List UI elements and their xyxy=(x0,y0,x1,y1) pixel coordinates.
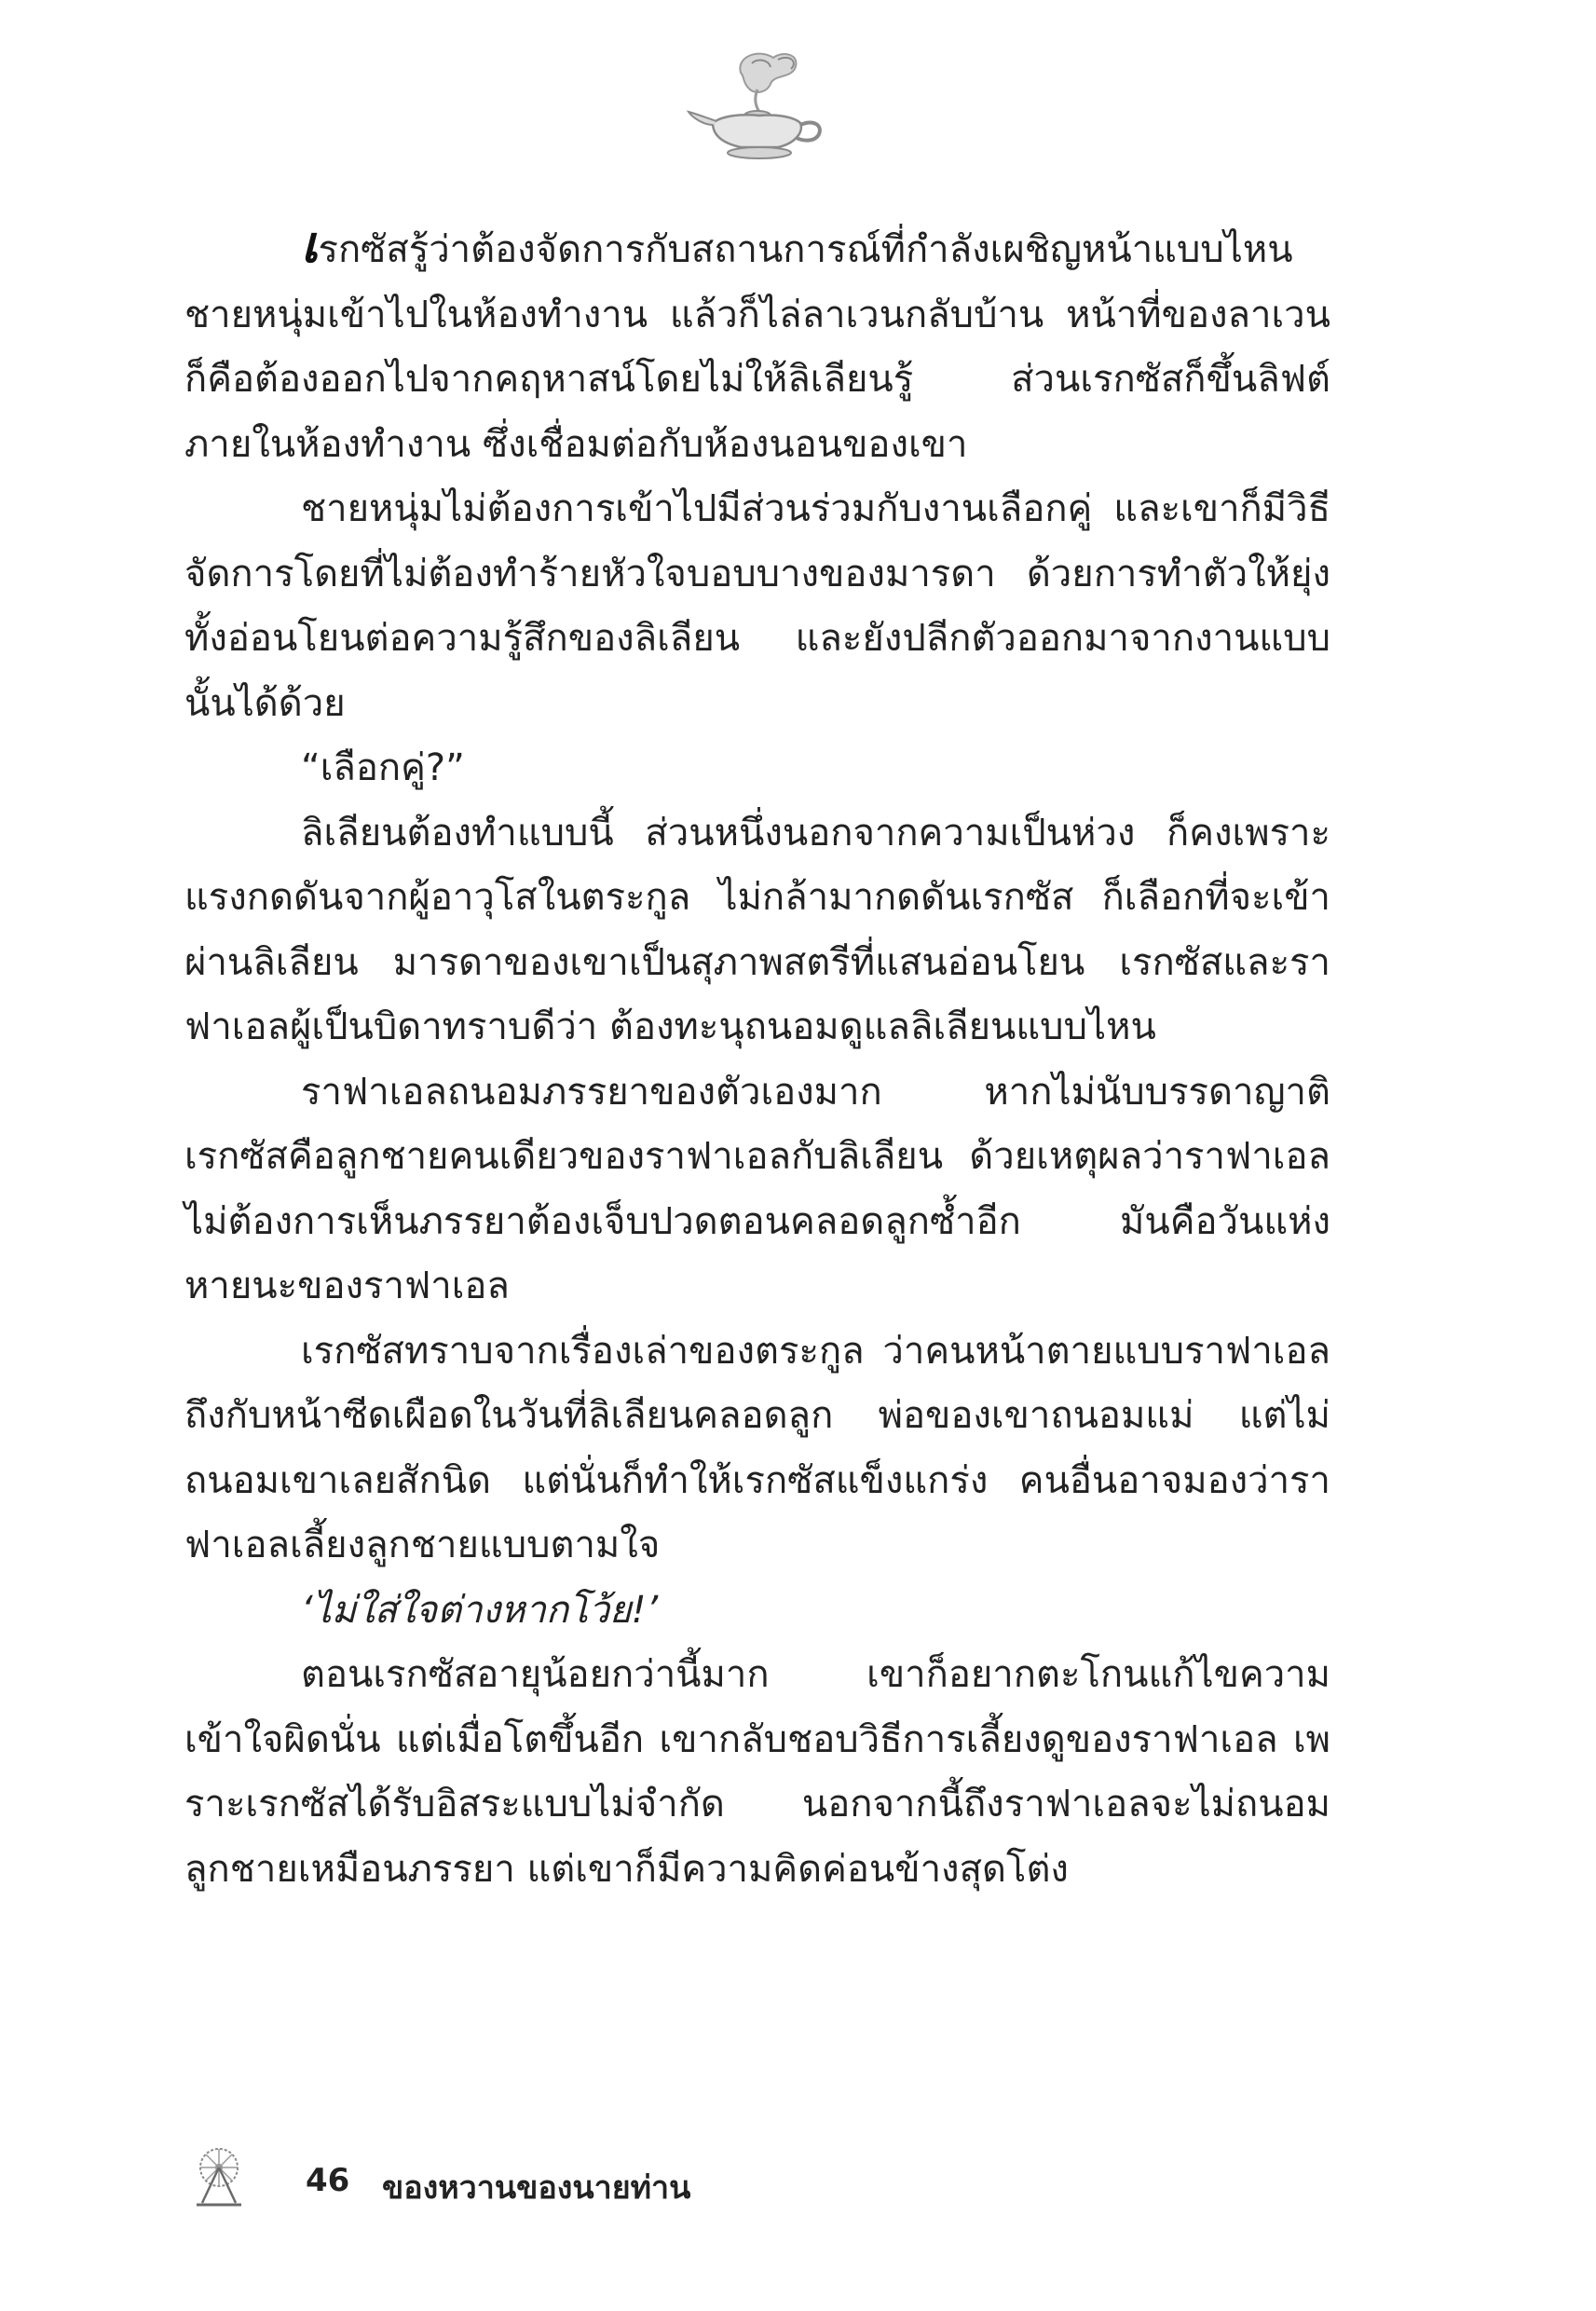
book-title: ของหวานของนายท่าน xyxy=(382,2169,691,2207)
genie-lamp-icon xyxy=(685,47,834,168)
dialogue-line: “เลือกคู่?” xyxy=(301,746,465,789)
paragraph: ตอนเรกซัสอายุน้อยกว่านี้มาก เขาก็อยากตะโกนแก้ไขความเข้าใจผิดนั่น แต่เมื่อโตขึ้นอีก เขากลับชอบวิธีการเลี้ยงดูของราฟาเอล เพราะเรกซัสได้รับอิสระแบบไม่จำกัด นอกจากนี้ถึงราฟาเอลจะไม่ถนอมลูกชายเหมือนภรรยา แต่เขาก็มีความคิดค่อนข้างสุดโต่ง xyxy=(184,1653,1330,1891)
drop-cap: เ xyxy=(301,214,319,274)
paragraph: ลิเลียนต้องทำแบบนี้ ส่วนหนึ่งนอกจากความเป็นห่วง ก็คงเพราะแรงกดดันจากผู้อาวุโสในตระกูล ไม่กล้ามากดดันเรกซัส ก็เลือกที่จะเข้าผ่านลิเลียน มารดาของเขาเป็นสุภาพสตรีที่แสนอ่อนโยน เรกซัสและราฟาเอลผู้เป็นบิดาทราบดีว่า ต้องทะนุถนอมดูแลลิเลียนแบบไหน xyxy=(184,811,1330,1048)
ferris-wheel-icon xyxy=(191,2143,247,2208)
page-footer xyxy=(191,2143,1216,2208)
paragraph xyxy=(184,212,1330,477)
paragraph-text: รกซัสรู้ว่าต้องจัดการกับสถานการณ์ที่กำลังเผชิญหน้าแบบไหน ชายหนุ่มเข้าไปในห้องทำงาน แล้วก็ไล่ลาเวนกลับบ้าน หน้าที่ของลาเวนก็คือต้องออกไปจากคฤหาสน์โดยไม่ให้ลิเลียนรู้ ส่วนเรกซัสก็ขึ้นลิฟต์ภายในห้องทำงาน ซึ่งเชื่อมต่อกับห้องนอนของเขา xyxy=(184,228,1330,466)
paragraph: ชายหนุ่มไม่ต้องการเข้าไปมีส่วนร่วมกับงานเลือกคู่ และเขาก็มีวิธีจัดการโดยที่ไม่ต้องทำร้ายหัวใจบอบบางของมารดา ด้วยการทำตัวให้ยุ่ง ทั้งอ่อนโยนต่อความรู้สึกของลิเลียน และยังปลีกตัวออกมาจากงานแบบนั้นได้ด้วย xyxy=(184,487,1330,725)
body-text xyxy=(184,212,1330,1902)
page-number: 46 xyxy=(306,2162,350,2199)
inner-thought-line: ‘ไม่ใส่ใจต่างหากโว้ย!’ xyxy=(301,1588,659,1632)
paragraph: ราฟาเอลถนอมภรรยาของตัวเองมาก หากไม่นับบรรดาญาติ เรกซัสคือลูกชายคนเดียวของราฟาเอลกับลิเลียน ด้วยเหตุผลว่าราฟาเอลไม่ต้องการเห็นภรรยาต้องเจ็บปวดตอนคลอดลูกซ้ำอีก มันคือวันแห่งหายนะของราฟาเอล xyxy=(184,1070,1330,1307)
paragraph: เรกซัสทราบจากเรื่องเล่าของตระกูล ว่าคนหน้าตายแบบราฟาเอลถึงกับหน้าซีดเผือดในวันที่ลิเลียนคลอดลูก พ่อของเขาถนอมแม่ แต่ไม่ถนอมเขาเลยสักนิด แต่นั่นก็ทำให้เรกซัสแข็งแกร่ง คนอื่นอาจมองว่าราฟาเอลเลี้ยงลูกชายแบบตามใจ xyxy=(184,1329,1330,1566)
